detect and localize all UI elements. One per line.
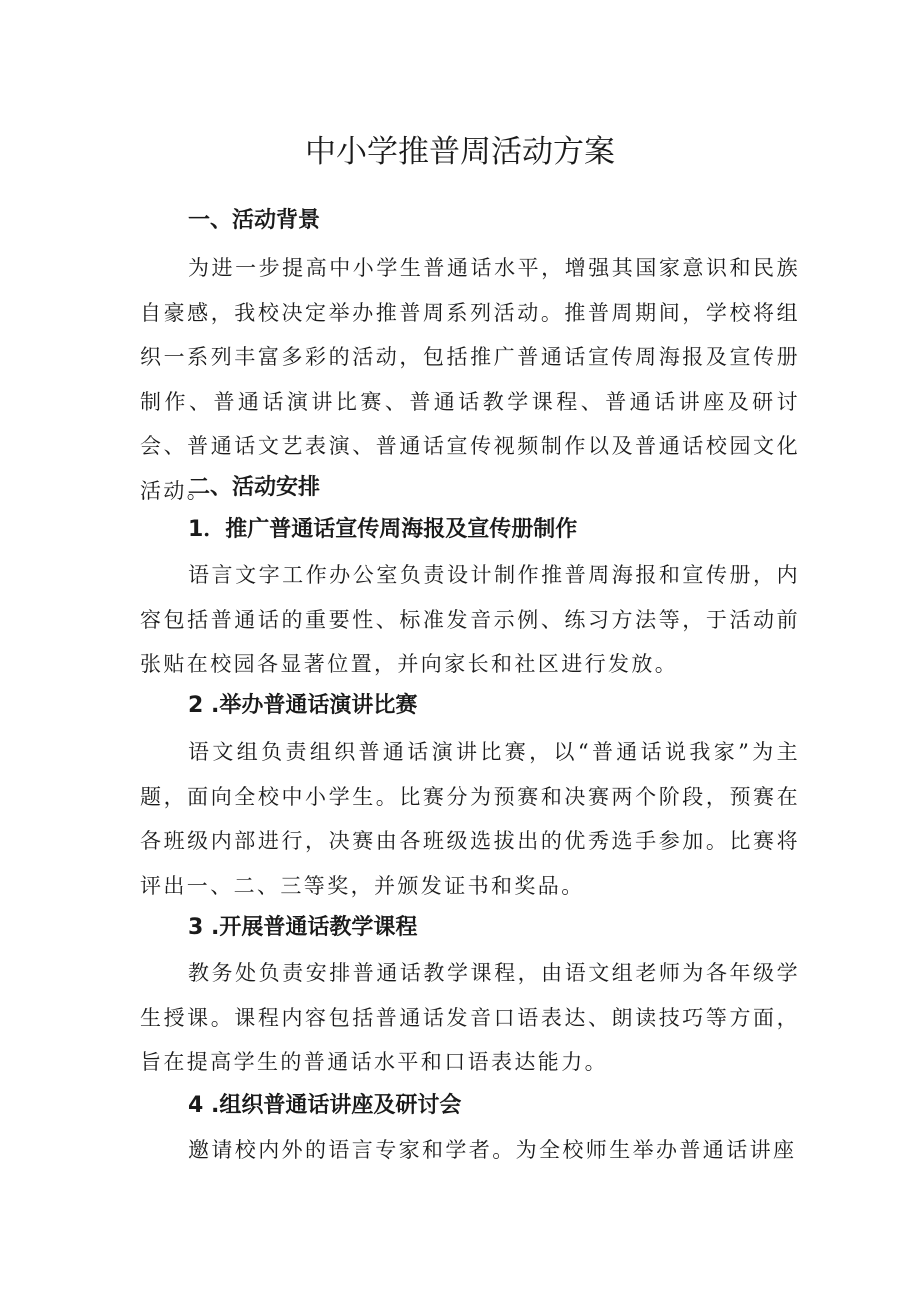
item-heading-2: 2 .举办普通话演讲比赛 — [188, 693, 418, 718]
item-heading-3: 3 .开展普通话教学课程 — [188, 915, 418, 940]
item-heading-1: 1．推广普通话宣传周海报及宣传册制作 — [188, 517, 578, 542]
item-paragraph-3: 教务处负责安排普通话教学课程，由语文组老师为各年级学生授课。课程内容包括普通话发音口语表达、朗读技巧等方面，旨在提高学生的普通话水平和口语表达能力。 — [140, 961, 800, 1075]
item-paragraph-4: 邀请校内外的语言专家和学者。为全校师生举办普通话讲座 — [188, 1138, 797, 1162]
section-background-paragraph: 为进一步提高中小学生普通话水平，增强其国家意识和民族自豪感，我校决定举办推普周系列活动。推普周期间，学校将组织一系列丰富多彩的活动，包括推广普通话宣传周海报及宣传册制作、普通话演讲比赛、普通话教学课程、普通话讲座及研讨会、普通话文艺表演、普通话宣传视频制作以及普通话校园文化活动。 — [140, 256, 800, 503]
section-heading-arrangement: 二、活动安排 — [188, 475, 321, 500]
document-title: 中小学推普周活动方案 — [305, 134, 615, 170]
item-paragraph-1: 语言文字工作办公室负责设计制作推普周海报和宣传册，内容包括普通话的重要性、标准发音示例、练习方法等，于活动前张贴在校园各显著位置，并向家长和社区进行发放。 — [140, 563, 800, 677]
item-heading-4: 4 .组织普通话讲座及研讨会 — [188, 1093, 462, 1118]
item-paragraph-2: 语文组负责组织普通话演讲比赛，以“普通话说我家”为主题，面向全校中小学生。比赛分为预赛和决赛两个阶段，预赛在各班级内部进行，决赛由各班级选拔出的优秀选手参加。比赛将评出一、二、三等奖，并颁发证书和奖品。 — [140, 740, 800, 898]
section-heading-background: 一、活动背景 — [188, 208, 321, 233]
